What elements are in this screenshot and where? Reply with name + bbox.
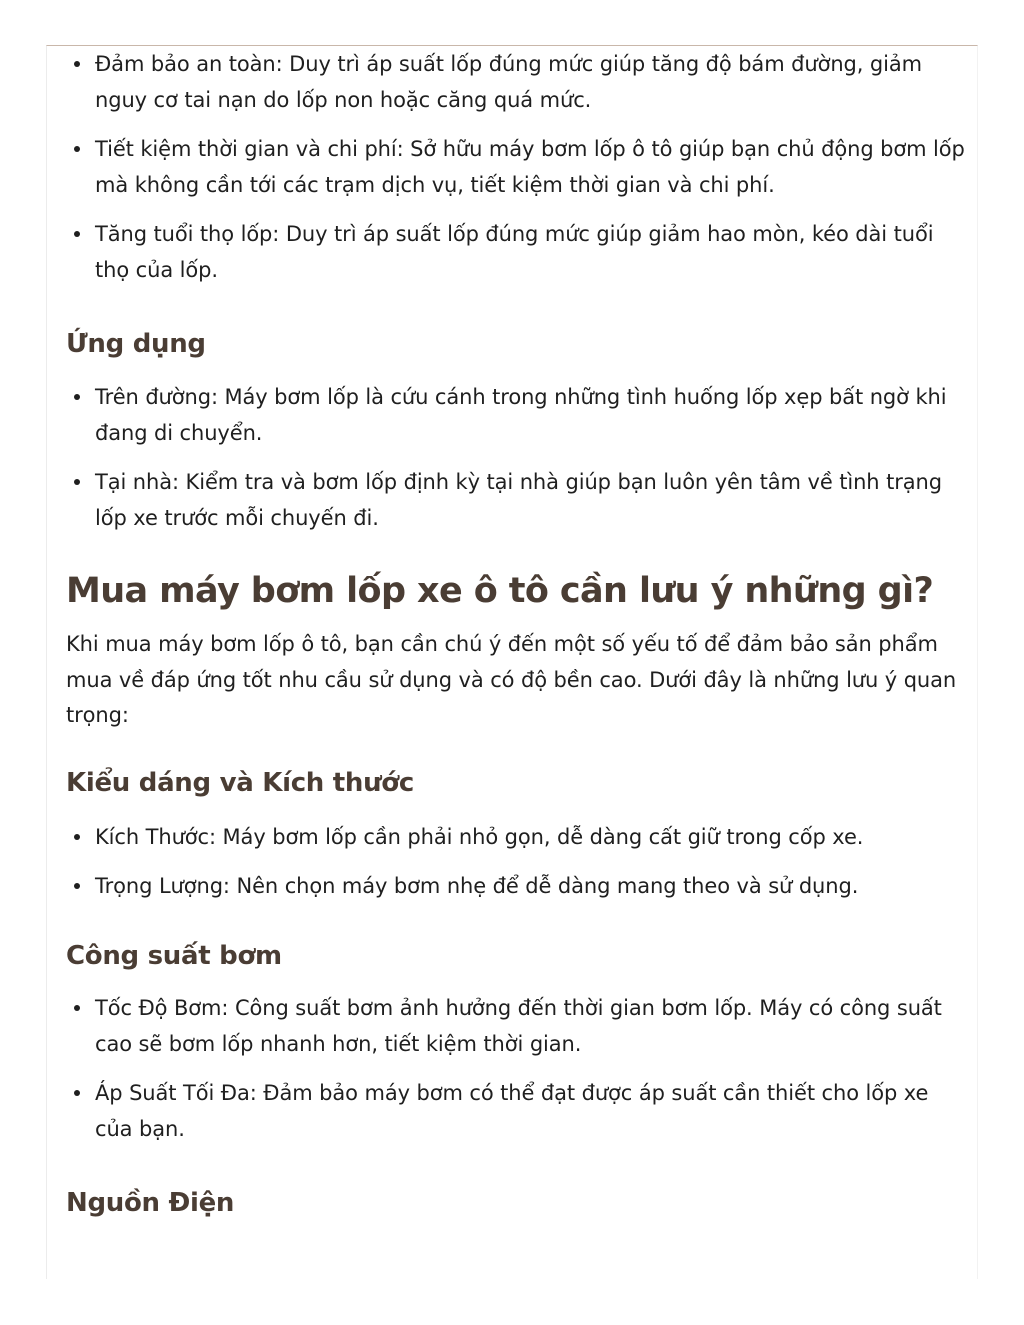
power-source-heading: Nguồn Điện bbox=[66, 1187, 235, 1218]
power-list bbox=[66, 990, 966, 1147]
benefits-list bbox=[66, 46, 966, 288]
list-item: Kích Thước: Máy bơm lốp cần phải nhỏ gọn, dễ dàng cất giữ trong cốp xe. bbox=[95, 819, 966, 855]
list-item: Trên đường: Máy bơm lốp là cứu cánh trong những tình huống lốp xẹp bất ngờ khi đang di chuyển. bbox=[95, 379, 966, 451]
list-item: Tại nhà: Kiểm tra và bơm lốp định kỳ tại nhà giúp bạn luôn yên tâm về tình trạng lốp xe trước mỗi chuyến đi. bbox=[95, 464, 966, 536]
list-item: Đảm bảo an toàn: Duy trì áp suất lốp đúng mức giúp tăng độ bám đường, giảm nguy cơ tai nạn do lốp non hoặc căng quá mức. bbox=[95, 46, 966, 118]
list-item: Áp Suất Tối Đa: Đảm bảo máy bơm có thể đạt được áp suất cần thiết cho lốp xe của bạn. bbox=[95, 1075, 966, 1147]
buying-intro: Khi mua máy bơm lốp ô tô, bạn cần chú ý đến một số yếu tố để đảm bảo sản phẩm mua về đáp ứng tốt nhu cầu sử dụng và có độ bền cao. Dưới đây là những lưu ý quan trọng: bbox=[66, 632, 957, 727]
design-list bbox=[66, 819, 966, 904]
design-heading: Kiểu dáng và Kích thước bbox=[66, 767, 414, 798]
list-item: Tăng tuổi thọ lốp: Duy trì áp suất lốp đúng mức giúp giảm hao mòn, kéo dài tuổi thọ của lốp. bbox=[95, 216, 966, 288]
list-item: Tiết kiệm thời gian và chi phí: Sở hữu máy bơm lốp ô tô giúp bạn chủ động bơm lốp mà không cần tới các trạm dịch vụ, tiết kiệm thời gian và chi phí. bbox=[95, 131, 966, 203]
list-item: Trọng Lượng: Nên chọn máy bơm nhẹ để dễ dàng mang theo và sử dụng. bbox=[95, 868, 966, 904]
article-content bbox=[66, 46, 966, 1221]
buying-heading: Mua máy bơm lốp xe ô tô cần lưu ý những gì? bbox=[66, 571, 934, 611]
applications-heading: Ứng dụng bbox=[66, 329, 206, 359]
power-heading: Công suất bơm bbox=[66, 940, 282, 971]
list-item: Tốc Độ Bơm: Công suất bơm ảnh hưởng đến thời gian bơm lốp. Máy có công suất cao sẽ bơm lốp nhanh hơn, tiết kiệm thời gian. bbox=[95, 990, 966, 1062]
applications-list bbox=[66, 379, 966, 536]
